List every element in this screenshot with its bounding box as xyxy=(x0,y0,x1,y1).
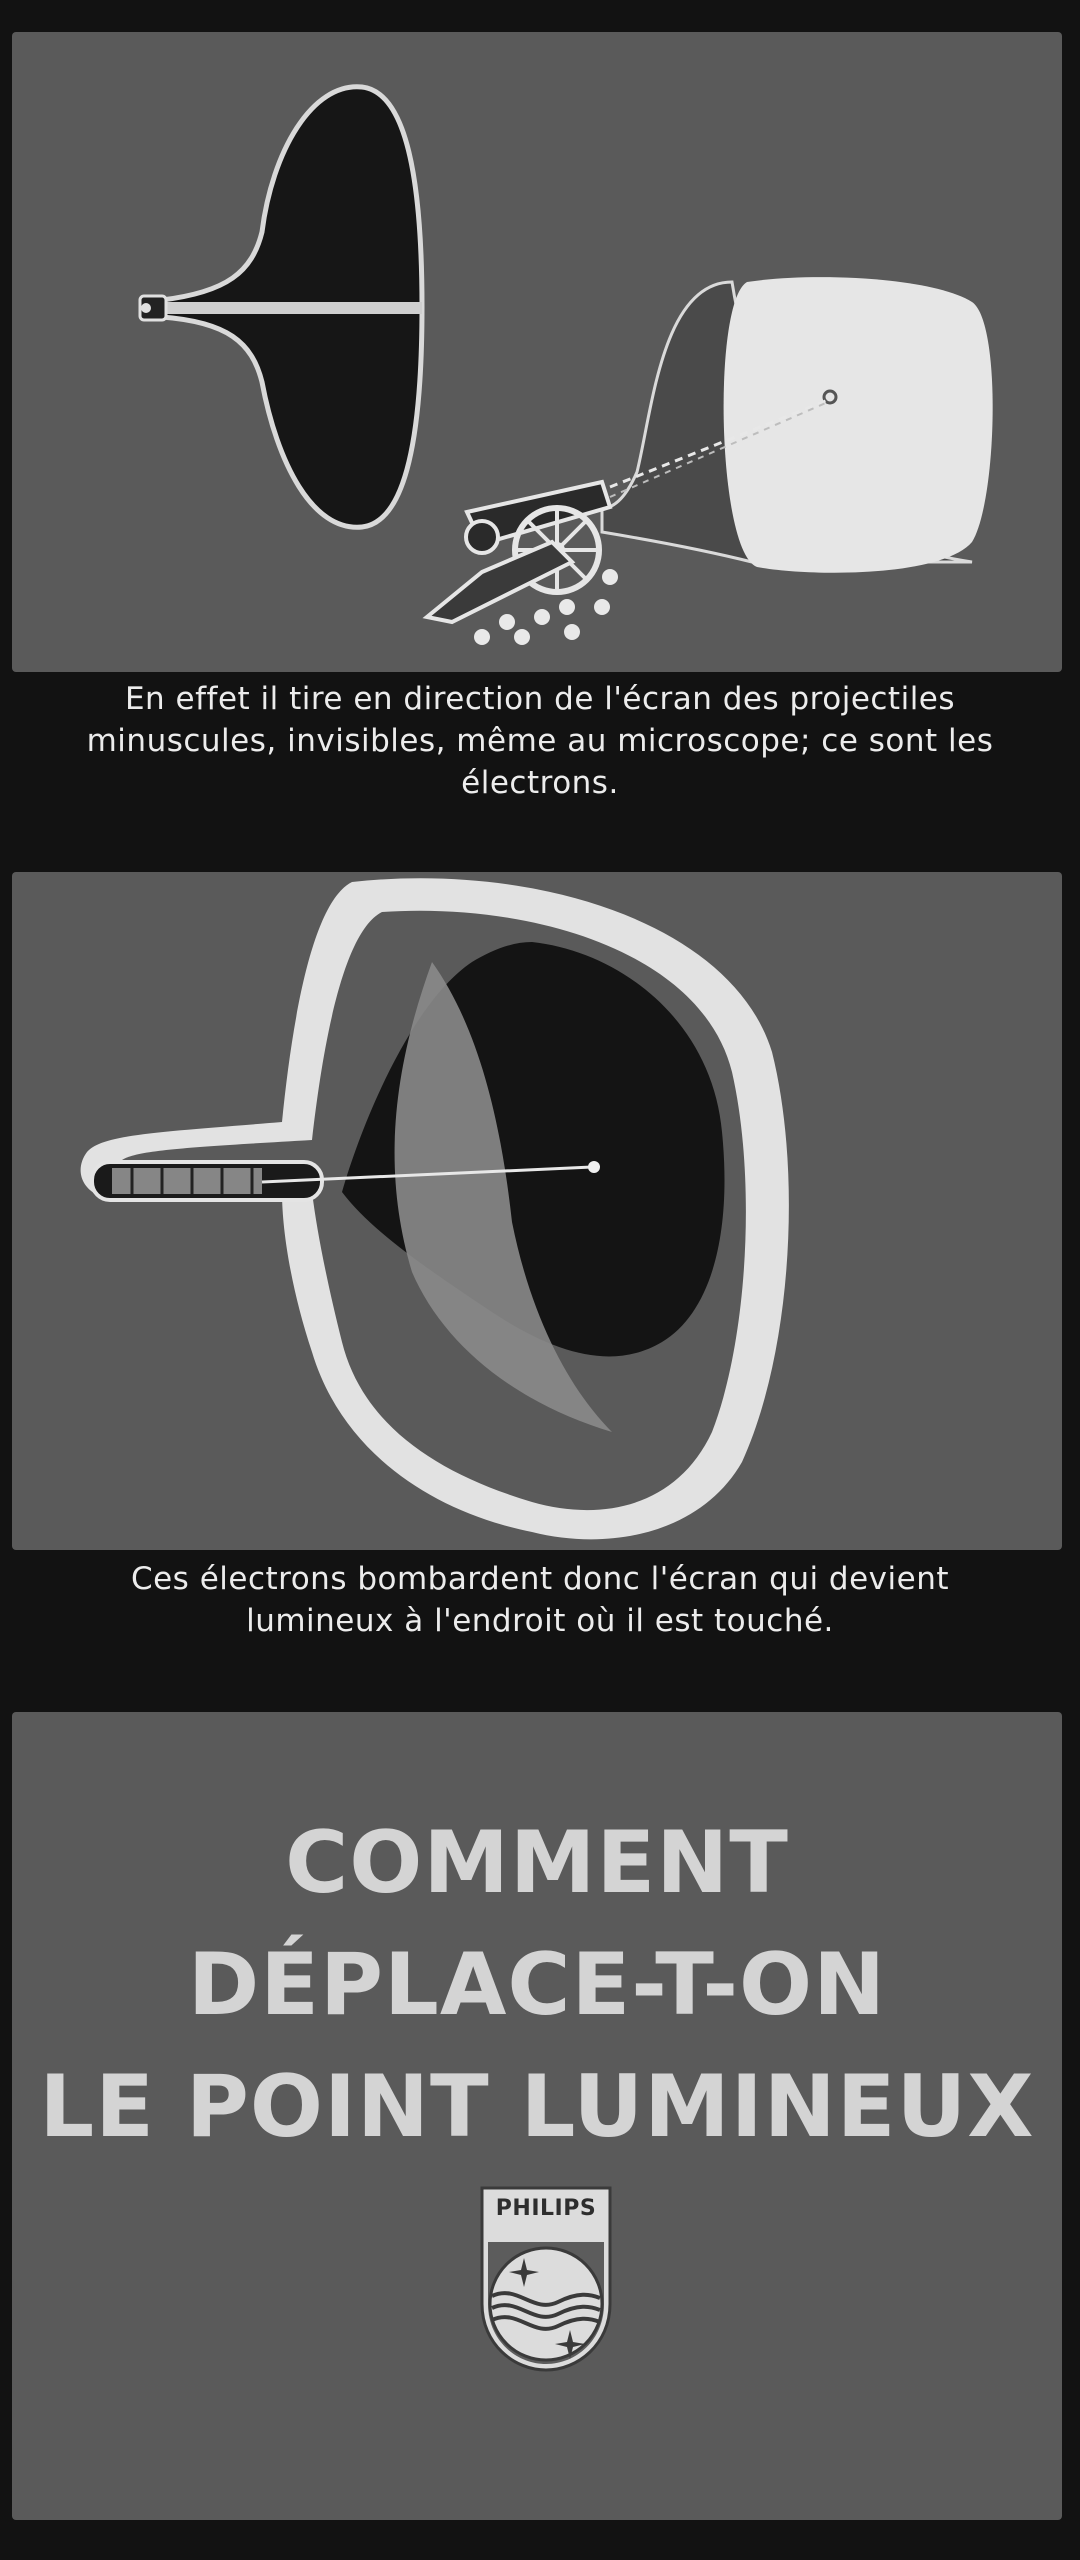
title-line-1: COMMENT xyxy=(285,1813,789,1913)
panel-title-card xyxy=(12,1712,1062,2520)
title-card-heading xyxy=(12,1802,1062,2168)
cannon-icon xyxy=(427,482,610,622)
cannon-illustration xyxy=(12,32,1062,672)
light-spot xyxy=(588,1161,600,1173)
cutaway-illustration xyxy=(12,872,1062,1550)
philips-logo xyxy=(478,2184,614,2374)
title-line-2: DÉPLACE-T-ON xyxy=(187,1935,887,2035)
panel-cannon xyxy=(12,32,1062,672)
title-line-3: LE POINT LUMINEUX xyxy=(39,2057,1035,2157)
philips-wordmark: PHILIPS xyxy=(495,2196,597,2221)
bright-screen xyxy=(724,277,993,573)
caption-2: Ces électrons bombardent donc l'écran qui devient lumineux à l'endroit où il est touché. xyxy=(130,1561,950,1639)
caption-1: En effet il tire en direction de l'écran des projectiles minuscules, invisibles, même au microscope; ce sont les électrons. xyxy=(86,681,994,801)
panel-cutaway xyxy=(12,872,1062,1550)
